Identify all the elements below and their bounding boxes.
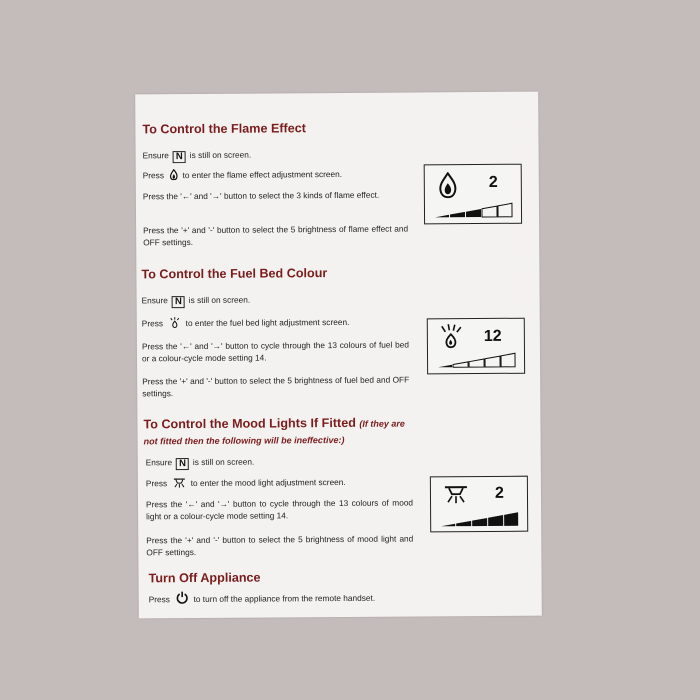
section-title-turn-off: Turn Off Appliance — [148, 570, 261, 586]
mood-display-panel — [430, 476, 528, 533]
section-title-fuel-bed: To Control the Fuel Bed Colour — [141, 266, 328, 282]
flame-icon — [439, 172, 457, 203]
n-screen-icon: N — [173, 151, 186, 163]
section-title-flame-effect: To Control the Flame Effect — [142, 121, 306, 137]
n-screen-icon: N — [172, 296, 185, 308]
mood-lights-note: (If they are not fitted then the following will be ineffective:) — [143, 418, 405, 447]
mood-press-text: Press to enter the mood light adjustment screen. — [146, 476, 406, 492]
brightness-bars — [435, 202, 513, 219]
mood-arrows-text: Press the '←' and '→' button to cycle through the 13 colours of mood light or a colour-cycle mode setting 14. — [146, 497, 414, 522]
flame-icon — [169, 169, 177, 183]
turn-off-text: Press to turn off the appliance from the remote handset. — [149, 589, 419, 607]
section-title-mood-lights: To Control the Mood Lights If Fitted (If they are not fitted then the following will be ineffective:) — [143, 415, 405, 447]
mood-light-icon — [172, 478, 185, 491]
flame-display-value: 2 — [488, 173, 498, 191]
manual-page — [135, 92, 542, 619]
fuelbed-display-value: 12 — [483, 327, 502, 345]
mood-brightness-text: Press the '+' and '-' button to select the 5 brightness of mood light and OFF settings. — [146, 533, 414, 558]
brightness-bars — [438, 352, 516, 369]
fuelbed-ensure-text: Ensure N is still on screen. — [141, 294, 251, 308]
mood-ensure-text: Ensure N is still on screen. — [145, 456, 255, 470]
power-icon — [175, 591, 188, 607]
flame-display-panel — [424, 164, 522, 225]
mood-display-value: 2 — [494, 484, 504, 502]
fuelbed-display-panel — [427, 318, 525, 375]
fuelbed-press-text: Press to enter the fuel bed light adjustment screen. — [142, 316, 402, 332]
fuelbed-brightness-text: Press the '+' and '-' button to select the 5 brightness of fuel bed and OFF settings. — [142, 374, 410, 399]
n-screen-icon: N — [176, 458, 189, 470]
flame-arrows-text: Press the '←' and '→' button to select the 3 kinds of flame effect. — [142, 189, 380, 202]
fuel-bed-light-icon — [438, 323, 464, 354]
flame-brightness-text: Press the '+' and '-' button to select the 5 brightness of flame effect and OFF settings. — [143, 223, 409, 248]
brightness-bars — [441, 511, 519, 528]
fuelbed-arrows-text: Press the '←' and '→' button to cycle through the 13 colours of fuel bed or a colour-cycle mode setting 14. — [141, 339, 409, 364]
flame-ensure-text: Ensure N is still on screen. — [142, 149, 252, 163]
mood-light-icon — [444, 485, 468, 510]
fuel-bed-light-icon — [168, 317, 180, 331]
flame-press-text: Press to enter the flame effect adjustment screen. — [143, 168, 393, 184]
